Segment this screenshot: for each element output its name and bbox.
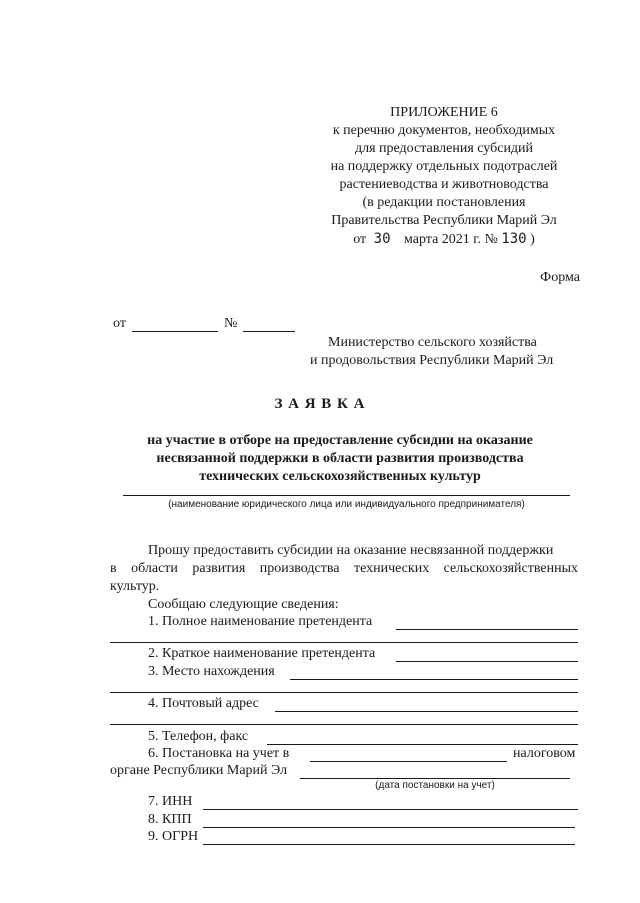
- form-label: Форма: [540, 270, 580, 285]
- tax-authority-field[interactable]: [300, 778, 570, 779]
- phone-fax-field[interactable]: [267, 744, 578, 745]
- document-title: З А Я В К А: [274, 396, 366, 412]
- appendix-date-number: 130: [501, 231, 527, 247]
- location-field[interactable]: [290, 679, 578, 680]
- applicant-name-caption: (наименование юридического лица или индивидуального предпринимателя): [168, 499, 525, 510]
- item-postal-address-label: 4. Почтовый адрес: [148, 696, 259, 711]
- item-short-name-label: 2. Краткое наименование претендента: [148, 646, 376, 661]
- item-ogrn-label: 9. ОГРН: [148, 829, 199, 844]
- item-location-label: 3. Место нахождения: [148, 664, 275, 679]
- inn-field[interactable]: [203, 809, 578, 810]
- request-paragraph-line: в области развития производства технических сельскохозяйственных: [110, 561, 578, 576]
- item-tax-registration-label: 6. Постановка на учет в: [148, 746, 290, 761]
- subtitle-line: технических сельскохозяйственных культур: [199, 469, 481, 484]
- postal-address-field-continued[interactable]: [110, 724, 578, 725]
- short-name-field[interactable]: [396, 661, 578, 662]
- postal-address-field[interactable]: [275, 711, 578, 712]
- appendix-title: ПРИЛОЖЕНИЕ 6: [390, 105, 498, 120]
- appendix-line: для предоставления субсидий: [354, 141, 534, 156]
- full-name-field-continued[interactable]: [110, 642, 578, 643]
- tax-registration-line2: органе Республики Марий Эл: [110, 763, 288, 778]
- ref-from-label: от: [113, 316, 126, 331]
- appendix-date-middle: марта 2021 г. №: [404, 232, 498, 247]
- item-phone-fax-label: 5. Телефон, факс: [148, 729, 249, 744]
- appendix-date-line: [300, 230, 588, 249]
- addressee-line2: и продовольствия Республики Марий Эл: [310, 353, 554, 368]
- addressee-line1: Министерство сельского хозяйства: [328, 335, 537, 350]
- appendix-line: (в редакции постановления: [362, 195, 526, 210]
- appendix-block: [300, 104, 588, 249]
- appendix-date-day: 30: [373, 231, 391, 247]
- applicant-name-field[interactable]: [123, 495, 570, 496]
- kpp-field[interactable]: [203, 827, 575, 828]
- ref-number-label: №: [224, 316, 238, 331]
- subtitle-line: несвязанной поддержки в области развития производства: [156, 451, 524, 466]
- appendix-line: к перечню документов, необходимых: [332, 123, 556, 138]
- item-inn-label: 7. ИНН: [148, 794, 193, 809]
- tax-registration-caption: (дата постановки на учет): [375, 780, 495, 791]
- request-paragraph-line: Прошу предоставить субсидии на оказание несвязанной поддержки: [148, 543, 554, 558]
- appendix-date-suffix: ): [530, 232, 535, 247]
- location-field-continued[interactable]: [110, 692, 578, 693]
- appendix-line: растениеводства и животноводства: [339, 177, 549, 192]
- tax-registration-suffix: налоговом: [513, 746, 576, 761]
- full-name-field[interactable]: [396, 629, 578, 630]
- item-full-name-label: 1. Полное наименование претендента: [148, 614, 373, 629]
- ref-date-field[interactable]: [132, 331, 218, 332]
- subtitle-line: на участие в отборе на предоставление субсидии на оказание: [147, 433, 533, 448]
- tax-registration-date-field[interactable]: [310, 761, 507, 762]
- info-intro: Сообщаю следующие сведения:: [148, 597, 339, 612]
- appendix-line: Правительства Республики Марий Эл: [331, 213, 557, 228]
- ref-number-field[interactable]: [243, 331, 295, 332]
- item-kpp-label: 8. КПП: [148, 812, 192, 827]
- appendix-date-prefix: от: [353, 232, 367, 247]
- ogrn-field[interactable]: [203, 844, 575, 845]
- request-paragraph-line: культур.: [110, 579, 160, 594]
- appendix-line: на поддержку отдельных подотраслей: [330, 159, 558, 174]
